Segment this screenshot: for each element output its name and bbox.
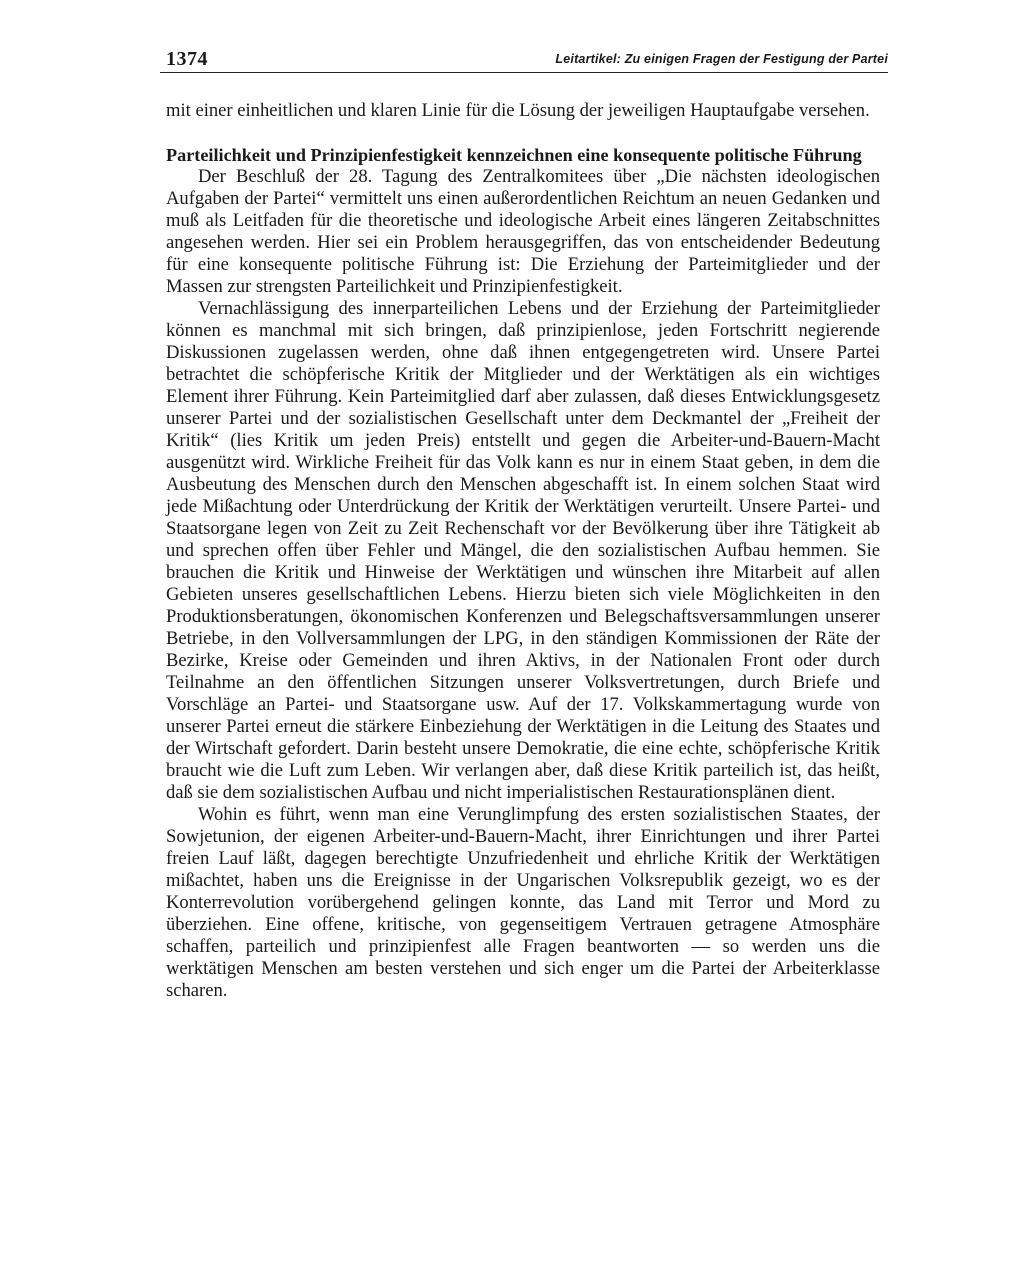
article-body <box>166 100 880 1002</box>
paragraph: Vernachlässigung des innerparteilichen Lebens und der Erziehung der Parteimitglieder können es manchmal mit sich bringen, daß prinzipienlose, jeden Fortschritt negierende Diskussionen zugelassen werden, ohne daß ihnen entgegengetreten wird. Unsere Partei betrachtet die schöpferische Kritik der Mitglieder und der Werktätigen als ein wichtiges Element ihrer Führung. Kein Parteimitglied darf aber zulassen, daß dieses Entwicklungsgesetz unserer Partei und der sozialistischen Gesellschaft unter dem Deckmantel der „Freiheit der Kritik“ (lies Kritik um jeden Preis) entstellt und gegen die Arbeiter-und-Bauern-Macht ausgenützt wird. Wirkliche Freiheit für das Volk kann es nur in einem Staat geben, in dem die Ausbeutung des Menschen durch den Menschen abgeschafft ist. In einem solchen Staat wird jede Mißachtung oder Unterdrückung der Kritik der Werktätigen verurteilt. Unsere Partei- und Staatsorgane legen von Zeit zu Zeit Rechenschaft vor der Bevölkerung über ihre Tätigkeit ab und sprechen offen über Fehler und Mängel, die den sozialistischen Aufbau hemmen. Sie brauchen die Kritik und Hinweise der Werktätigen und wünschen ihre Mitarbeit auf allen Gebieten unseres gesellschaftlichen Lebens. Hierzu bieten sich viele Möglichkeiten in den Produktionsberatungen, ökonomischen Konferenzen und Belegschaftsversammlungen unserer Betriebe, in den Vollversammlungen der LPG, in den ständigen Kommissionen der Räte der Bezirke, Kreise oder Gemeinden und ihren Aktivs, in der Nationalen Front oder durch Teilnahme an den öffentlichen Sitzungen unserer Volksvertretungen, durch Briefe und Vorschläge an Partei- und Staatsorgane usw. Auf der 17. Volkskammertagung wurde von unserer Partei erneut die stärkere Einbeziehung der Werktätigen in die Leitung des Staates und der Wirtschaft gefordert. Darin besteht unsere Demokratie, die eine echte, schöpferische Kritik braucht wie die Luft zum Leben. Wir verlangen aber, daß diese Kritik parteilich ist, das heißt, daß sie dem sozialistischen Aufbau und nicht imperialistischen Restaurationsplänen dient. <box>166 298 880 803</box>
running-title: Leitartikel: Zu einigen Fragen der Festigung der Partei <box>555 52 888 66</box>
page-number: 1374 <box>166 48 208 70</box>
paragraph: Der Beschluß der 28. Tagung des Zentralkomitees über „Die nächsten ideologischen Aufgaben der Partei“ vermittelt uns einen außerordentlichen Reichtum an neuen Gedanken und muß als Leitfaden für die theoretische und ideologische Arbeit eines längeren Zeitabschnittes angesehen werden. Hier sei ein Problem herausgegriffen, das von entscheidender Bedeutung für eine konsequente politische Führung ist: Die Erziehung der Parteimitglieder und der Massen zur strengsten Parteilichkeit und Prinzipienfestigkeit. <box>166 166 880 297</box>
page-header <box>160 46 888 73</box>
paragraph: Wohin es führt, wenn man eine Verunglimpfung des ersten sozialistischen Staates, der Sowjetunion, der eigenen Arbeiter-und-Bauern-Macht, ihrer Einrichtungen und ihrer Partei freien Lauf läßt, dagegen berechtigte Unzufriedenheit und ehrliche Kritik der Werktätigen mißachtet, haben uns die Ereignisse in der Ungarischen Volksrepublik gezeigt, wo es der Konterrevolution vorübergehend gelingen konnte, das Land mit Terror und Mord zu überziehen. Eine offene, kritische, von gegenseitigem Vertrauen getragene Atmosphäre schaffen, parteilich und prinzipienfest alle Fragen beantworten — so werden uns die werktätigen Menschen am besten verstehen und sich enger um die Partei der Arbeiterklasse scharen. <box>166 804 880 1001</box>
section-heading: Parteilichkeit und Prinzipienfestigkeit kennzeichnen eine konsequente politische Führung <box>166 145 862 165</box>
continuation-paragraph: mit einer einheitlichen und klaren Linie für die Lösung der jeweiligen Hauptaufgabe versehen. <box>166 100 870 121</box>
